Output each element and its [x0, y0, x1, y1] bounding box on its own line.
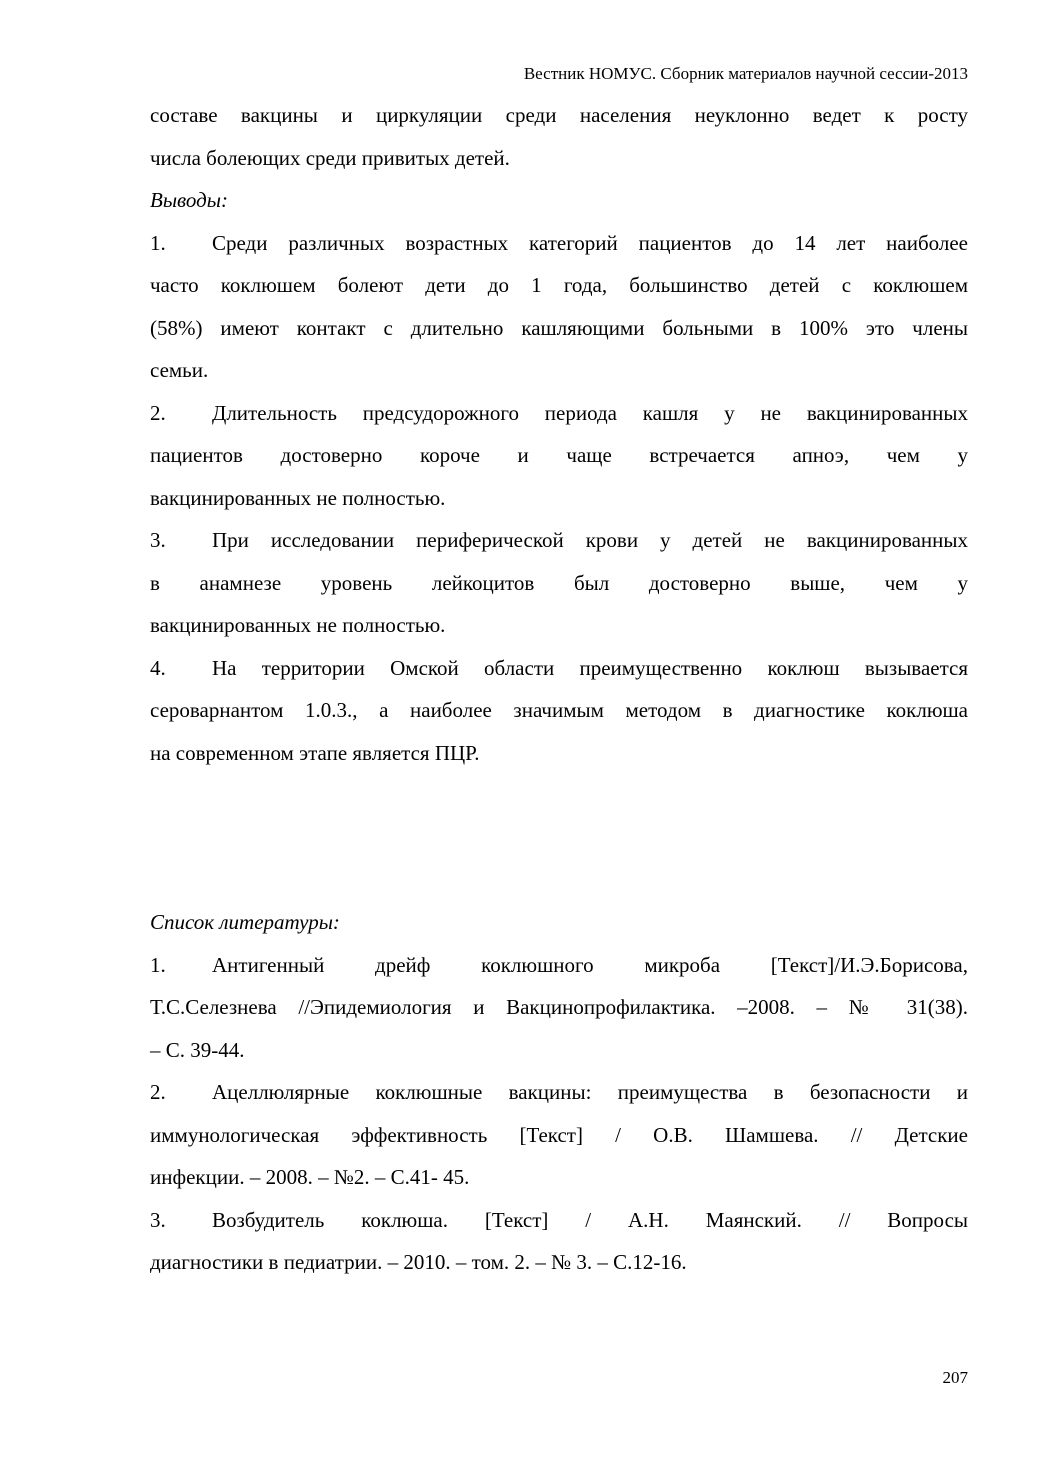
- page-number: 207: [942, 1368, 968, 1387]
- conclusion-item-1-line: семьи.: [150, 358, 209, 382]
- list-number: 2.: [150, 400, 166, 425]
- list-number: 3.: [150, 528, 166, 552]
- running-header: Вестник НОМУС. Сборник материалов научной сессии-2013: [523, 64, 968, 83]
- conclusion-item-2-line: вакцинированных не полностью.: [150, 485, 446, 510]
- list-text: Возбудитель коклюша. [Текст] / А.Н. Маянский. // Вопросы: [212, 1207, 968, 1232]
- reference-item-2-first-line: [150, 1071, 968, 1114]
- list-text: Длительность предсудорожного периода кашля у не вакцинированных: [212, 400, 968, 425]
- reference-item-3-line: диагностики в педиатрии. – 2010. – том. 2. – № 3. – С.12-16.: [150, 1250, 687, 1274]
- list-number: 4.: [150, 655, 166, 680]
- list-number: 1.: [150, 230, 166, 255]
- page-body: [150, 94, 968, 1284]
- conclusion-item-2-line: пациентов достоверно короче и чаще встречается апноэ, чем у: [150, 443, 968, 467]
- list-text: Ацеллюлярные коклюшные вакцины: преимущества в безопасности и: [212, 1080, 968, 1104]
- reference-item-2-line: иммунологическая эффективность [Текст] / О.В. Шамшева. // Детские: [150, 1122, 968, 1147]
- conclusion-item-1-line: (58%) имеют контакт с длительно кашляющими больными в 100% это члены: [150, 315, 968, 340]
- conclusion-item-1-line: часто коклюшем болеют дети до 1 года, большинство детей с коклюшем: [150, 273, 968, 297]
- conclusion-item-4-line: сероварнантом 1.0.3., а наиболее значимым методом в диагностике коклюша: [150, 698, 968, 722]
- conclusion-item-3-first-line: [150, 519, 968, 562]
- list-text: При исследовании периферической крови у детей не вакцинированных: [212, 528, 968, 552]
- reference-item-1-line: Т.С.Селезнева //Эпидемиология и Вакцинопрофилактика. –2008. – № 31(38).: [150, 995, 968, 1019]
- list-text: Антигенный дрейф коклюшного микроба [Текст]/И.Э.Борисова,: [212, 952, 968, 977]
- list-number: 1.: [150, 952, 166, 977]
- conclusion-item-2-first-line: [150, 392, 968, 435]
- list-number: 2.: [150, 1080, 166, 1104]
- conclusion-item-3-line: в анамнезе уровень лейкоцитов был достоверно выше, чем у: [150, 570, 968, 595]
- list-text: Среди различных возрастных категорий пациентов до 14 лет наиболее: [212, 230, 968, 255]
- intro-line: составе вакцины и циркуляции среди населения неуклонно ведет к росту: [150, 103, 968, 127]
- reference-item-3-first-line: [150, 1199, 968, 1242]
- list-number: 3.: [150, 1207, 166, 1232]
- reference-item-1-first-line: [150, 944, 968, 987]
- references-heading: Список литературы:: [150, 910, 340, 934]
- conclusion-item-4-line: на современном этапе является ПЦР.: [150, 740, 480, 765]
- conclusion-item-4-first-line: [150, 647, 968, 690]
- section-spacer: [150, 774, 968, 901]
- reference-item-2-line: инфекции. – 2008. – №2. – С.41- 45.: [150, 1165, 470, 1189]
- conclusions-heading: Выводы:: [150, 188, 228, 212]
- reference-item-1-line: – С. 39-44.: [150, 1037, 245, 1062]
- conclusion-item-1-first-line: [150, 222, 968, 265]
- intro-line: числа болеющих среди привитых детей.: [150, 145, 510, 170]
- list-text: На территории Омской области преимущественно коклюш вызывается: [212, 655, 968, 680]
- conclusion-item-3-line: вакцинированных не полностью.: [150, 613, 446, 637]
